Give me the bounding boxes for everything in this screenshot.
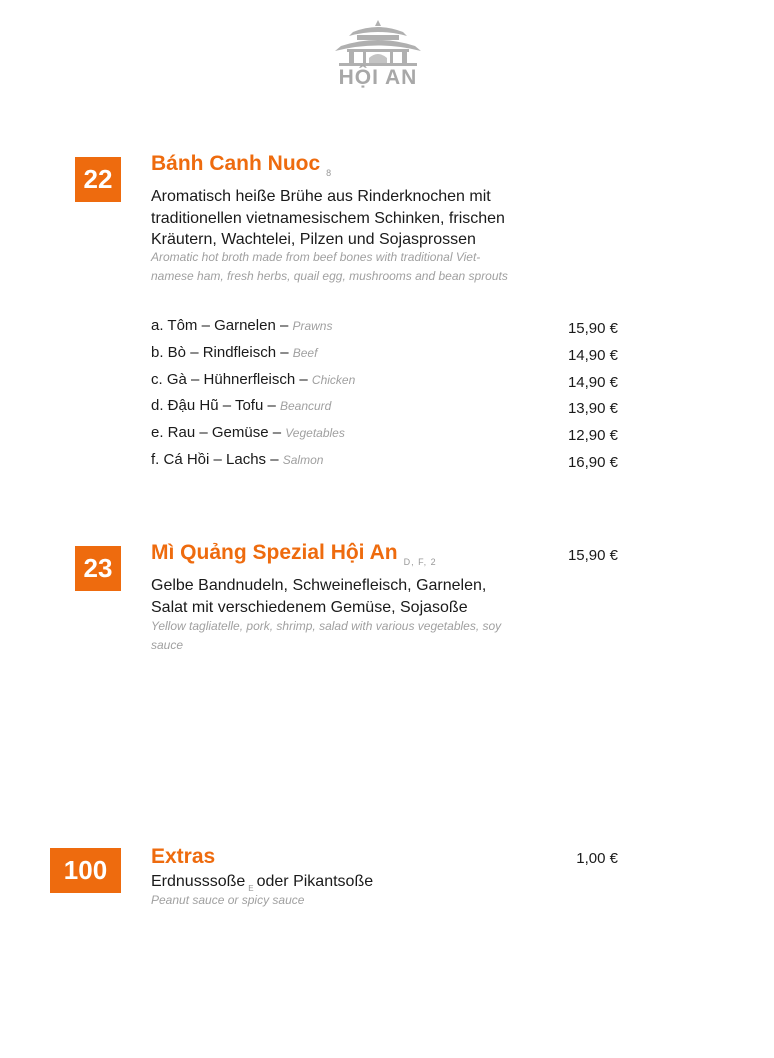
option-label: c. Gà – Hühnerfleisch – — [151, 371, 312, 388]
description-line: Yellow tagliatelle, pork, shrimp, salad with various vegetables, soy — [151, 619, 502, 633]
description-line: Gelbe Bandnudeln, Schweinefleisch, Garnelen, — [151, 577, 487, 594]
allergen-codes: D, F, 2 — [403, 557, 437, 567]
option-row — [151, 397, 331, 414]
description-text: Erdnusssoße — [151, 873, 246, 890]
item-number-badge: 22 — [75, 157, 121, 202]
dish-description-en: Peanut sauce or spicy sauce — [151, 893, 305, 907]
option-row — [151, 451, 323, 468]
dish-title — [151, 541, 437, 567]
description-line: Kräutern, Wachtelei, Pilzen und Sojasprossen — [151, 231, 476, 248]
pagoda-icon — [333, 18, 423, 66]
dish-title-text: Extras — [151, 845, 216, 868]
description-text: oder Pikantsoße — [256, 873, 374, 890]
dish-title-text: Bánh Canh Nuoc — [151, 152, 321, 175]
dish-title — [151, 845, 215, 869]
option-row — [151, 344, 317, 361]
dish-description-en — [151, 248, 571, 286]
description-line: traditionellen vietnamesischem Schinken, frischen — [151, 209, 505, 227]
description-line: sauce — [151, 638, 184, 652]
option-price: 14,90 € — [567, 374, 618, 391]
dish-price: 1,00 € — [576, 850, 618, 867]
option-row — [151, 371, 355, 388]
dish-description-en — [151, 617, 571, 655]
item-number-badge: 23 — [75, 546, 121, 591]
option-label-en: Beef — [292, 346, 318, 360]
description-line: Salat mit verschiedenem Gemüse, Sojasoße — [151, 598, 468, 616]
option-price: 15,90 € — [567, 320, 618, 337]
description-line: Aromatisch heiße Brühe aus Rinderknochen mit — [151, 188, 491, 205]
option-price: 13,90 € — [567, 400, 618, 417]
option-label: d. Đậu Hũ – Tofu – — [151, 397, 280, 414]
dish-description-de — [151, 575, 571, 618]
option-price: 16,90 € — [567, 454, 618, 471]
dish-price: 15,90 € — [567, 547, 618, 564]
allergen-codes: E — [248, 884, 254, 893]
option-label-en: Beancurd — [279, 399, 332, 413]
restaurant-logo — [332, 18, 424, 92]
option-row — [151, 317, 332, 334]
option-price: 14,90 € — [567, 347, 618, 364]
option-label: a. Tôm – Garnelen – — [151, 317, 293, 334]
item-number-badge: 100 — [50, 848, 121, 893]
option-label-en: Chicken — [311, 373, 356, 387]
option-label: f. Cá Hồi – Lachs – — [151, 451, 283, 468]
dish-title — [151, 152, 332, 178]
option-row — [151, 424, 345, 441]
option-label-en: Vegetables — [285, 426, 345, 440]
dish-title-text: Mì Quảng Spezial Hội An — [151, 541, 398, 564]
allergen-codes: 8 — [326, 168, 333, 178]
option-label-en: Prawns — [292, 319, 333, 333]
option-label: b. Bò – Rindfleisch – — [151, 344, 293, 361]
option-label-en: Salmon — [282, 453, 324, 467]
dish-description-de — [151, 186, 571, 251]
description-line: namese ham, fresh herbs, quail egg, mushrooms and bean sprouts — [151, 269, 508, 283]
logo-text: HỘI AN — [338, 66, 418, 89]
option-price: 12,90 € — [567, 427, 618, 444]
description-line: Aromatic hot broth made from beef bones with traditional Viet- — [151, 250, 481, 264]
option-label: e. Rau – Gemüse – — [151, 424, 286, 441]
